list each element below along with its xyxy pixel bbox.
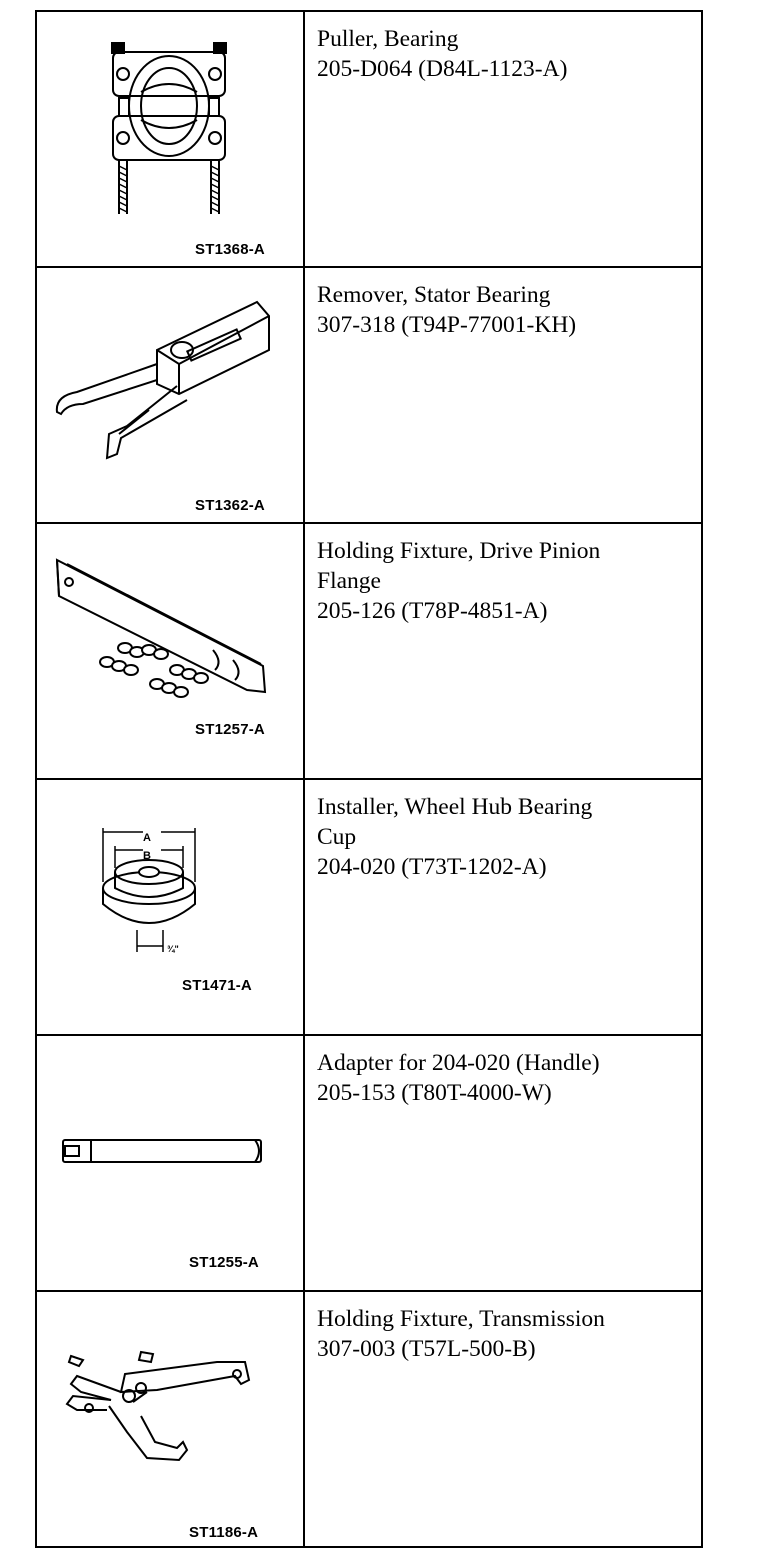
tool-name: Holding Fixture, Transmission xyxy=(317,1306,605,1332)
dimension-label-a: A xyxy=(143,832,151,844)
bearing-cup-installer-icon xyxy=(37,780,303,1034)
tool-row xyxy=(36,267,702,523)
tool-image-code: ST1368-A xyxy=(195,241,265,258)
tool-name: Remover, Stator Bearing xyxy=(317,282,551,308)
dimension-label-b: B xyxy=(143,850,151,862)
tool-name-continued: Flange xyxy=(317,568,381,594)
tool-part-number: 204-020 (T73T-1202-A) xyxy=(317,854,547,880)
tool-image-code: ST1255-A xyxy=(189,1254,259,1271)
tool-row xyxy=(36,11,702,267)
tool-image-cell xyxy=(36,1035,304,1291)
transmission-holding-fixture-icon xyxy=(37,1292,303,1546)
tool-image-cell xyxy=(36,523,304,779)
tool-description-cell xyxy=(304,1291,702,1547)
tool-name: Adapter for 204-020 (Handle) xyxy=(317,1050,600,1076)
tool-row xyxy=(36,523,702,779)
tool-part-number: 205-153 (T80T-4000-W) xyxy=(317,1080,552,1106)
tool-image-code: ST1186-A xyxy=(189,1524,259,1541)
tool-image-code: ST1362-A xyxy=(195,497,265,514)
tool-row xyxy=(36,779,702,1035)
dimension-label-height: ¾" xyxy=(167,944,179,954)
tool-name: Puller, Bearing xyxy=(317,26,459,52)
tool-image-code: ST1257-A xyxy=(195,721,265,738)
tool-part-number: 307-003 (T57L-500-B) xyxy=(317,1336,536,1362)
tool-part-number: 307-318 (T94P-77001-KH) xyxy=(317,312,577,338)
pinion-flange-holding-fixture-icon xyxy=(37,524,303,778)
tool-part-number: 205-126 (T78P-4851-A) xyxy=(317,598,548,624)
tool-part-number: 205-D064 (D84L-1123-A) xyxy=(317,56,568,82)
tool-description-cell xyxy=(304,779,702,1035)
tool-name-continued: Cup xyxy=(317,824,357,850)
tool-description-cell xyxy=(304,267,702,523)
tool-row xyxy=(36,1035,702,1291)
tool-description-cell xyxy=(304,11,702,267)
tool-image-cell xyxy=(36,11,304,267)
tool-description-cell xyxy=(304,1035,702,1291)
tool-image-cell xyxy=(36,267,304,523)
tool-row xyxy=(36,1291,702,1547)
bearing-puller-icon xyxy=(37,12,303,266)
tool-image-cell xyxy=(36,1291,304,1547)
tool-description-cell xyxy=(304,523,702,779)
handle-adapter-icon xyxy=(37,1036,303,1290)
tool-name: Installer, Wheel Hub Bearing xyxy=(317,794,593,820)
tool-image-cell xyxy=(36,779,304,1035)
stator-bearing-remover-icon xyxy=(37,268,303,522)
special-tools-table xyxy=(35,10,703,1548)
tool-image-code: ST1471-A xyxy=(182,977,252,994)
tool-name: Holding Fixture, Drive Pinion xyxy=(317,538,601,564)
